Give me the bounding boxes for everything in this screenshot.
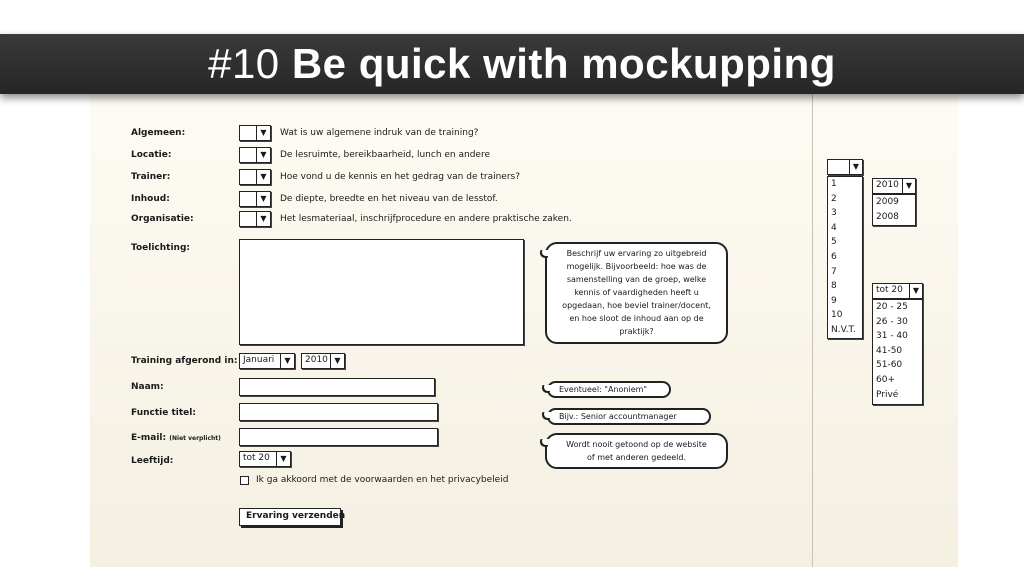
score-option[interactable]: 9 (831, 295, 837, 306)
age-option-list (872, 299, 923, 405)
score-option[interactable]: N.V.T. (831, 324, 856, 335)
chevron-down-icon: ▼ (849, 160, 862, 174)
email-note: (Niet verplicht) (169, 435, 221, 442)
year-dropdown[interactable] (301, 353, 345, 369)
naam-input[interactable] (239, 378, 435, 396)
rating-dropdown[interactable] (239, 211, 271, 227)
score-option[interactable]: 2 (831, 193, 837, 204)
slide-number: #10 (208, 40, 280, 87)
year-option[interactable]: 2009 (876, 197, 899, 207)
age-option[interactable]: 26 - 30 (876, 316, 908, 327)
rating-label: Locatie: (131, 150, 172, 160)
hint-line: Beschrijf uw ervaring zo uitgebreid (566, 249, 707, 258)
akkoord-checkbox[interactable] (240, 476, 249, 485)
year-select-head[interactable] (872, 178, 916, 194)
score-option[interactable]: 1 (831, 179, 837, 189)
leeftijd-label: Leeftijd: (131, 456, 174, 466)
rating-label: Algemeen: (131, 128, 186, 138)
age-option[interactable]: 41-50 (876, 345, 903, 356)
score-option[interactable]: 3 (831, 208, 837, 219)
chevron-down-icon: ▼ (256, 148, 270, 162)
email-input[interactable] (239, 428, 438, 446)
hint-line: mogelijk. Bijvoorbeeld: hoe was de (566, 262, 707, 271)
functie-input[interactable] (239, 403, 438, 421)
rating-description: Hoe vond u de kennis en het gedrag van de trainers? (280, 172, 520, 182)
email-label (131, 433, 221, 443)
rating-description: Het lesmateriaal, inschrijfprocedure en andere praktische zaken. (280, 214, 572, 224)
chevron-down-icon: ▼ (256, 212, 270, 226)
age-select-head[interactable] (872, 283, 923, 299)
score-option[interactable]: 4 (831, 222, 837, 233)
rating-label: Inhoud: (131, 194, 170, 204)
naam-label: Naam: (131, 382, 164, 392)
functie-hint-bubble (547, 408, 711, 425)
rating-label: Organisatie: (131, 214, 194, 224)
chevron-down-icon: ▼ (330, 354, 344, 368)
month-value: Januari (243, 355, 275, 365)
training-afgerond-label: Training afgerond in: (131, 356, 238, 366)
age-select-value: tot 20 (876, 285, 903, 295)
score-option[interactable]: 5 (831, 237, 837, 248)
hint-line: en hoe sloot de inhoud aan op de (569, 314, 704, 323)
year-option[interactable]: 2008 (876, 211, 899, 222)
age-option[interactable]: 60+ (876, 374, 895, 385)
submit-button[interactable]: Ervaring verzenden (239, 508, 341, 526)
year-option-list (872, 194, 916, 226)
title-banner (0, 34, 1024, 94)
functie-label: Functie titel: (131, 408, 196, 418)
rating-description: De diepte, breedte en het niveau van de lesstof. (280, 194, 498, 204)
chevron-down-icon: ▼ (902, 179, 915, 193)
hint-line: opgedaan, hoe beviel trainer/docent, (562, 301, 711, 310)
hint-line: Wordt nooit getoond op de website (566, 440, 707, 449)
toelichting-textarea[interactable] (239, 239, 524, 345)
chevron-down-icon: ▼ (909, 284, 922, 298)
naam-hint: Eventueel: "Anoniem" (559, 385, 648, 394)
score-option[interactable]: 7 (831, 266, 837, 277)
slide-title (208, 40, 836, 88)
rating-description: De lesruimte, bereikbaarheid, lunch en andere (280, 150, 491, 160)
rating-description: Wat is uw algemene indruk van de training? (280, 128, 479, 138)
functie-hint: Bijv.: Senior accountmanager (559, 412, 677, 421)
chevron-down-icon: ▼ (256, 192, 270, 206)
toelichting-label: Toelichting: (131, 243, 190, 253)
score-option[interactable]: 8 (831, 281, 837, 292)
hint-line: kennis of vaardigheden heeft u (574, 288, 699, 297)
age-option[interactable]: 51-60 (876, 360, 903, 371)
hint-line: praktijk? (619, 327, 654, 336)
age-option[interactable]: 31 - 40 (876, 331, 908, 342)
rating-dropdown[interactable] (239, 147, 271, 163)
email-label-text: E-mail: (131, 433, 167, 443)
chevron-down-icon: ▼ (276, 452, 290, 466)
score-dropdown-head[interactable] (827, 159, 863, 175)
naam-hint-bubble (547, 381, 671, 398)
chevron-down-icon: ▼ (256, 126, 270, 140)
email-hint-bubble (545, 433, 728, 469)
rating-dropdown[interactable] (239, 191, 271, 207)
rating-dropdown[interactable] (239, 169, 271, 185)
chevron-down-icon: ▼ (256, 170, 270, 184)
hint-line: of met anderen gedeeld. (586, 453, 687, 462)
chevron-down-icon: ▼ (280, 354, 294, 368)
age-option[interactable]: Privé (876, 389, 899, 400)
month-dropdown[interactable] (239, 353, 295, 369)
toelichting-hint-bubble (545, 242, 728, 344)
leeftijd-dropdown[interactable] (239, 451, 291, 467)
score-option[interactable]: 10 (831, 310, 843, 321)
age-option[interactable]: 20 - 25 (876, 302, 908, 312)
hint-line: samenstelling van de groep, welke (566, 275, 707, 284)
canvas-divider (812, 92, 813, 567)
rating-label: Trainer: (131, 172, 171, 182)
leeftijd-value: tot 20 (243, 453, 270, 463)
rating-dropdown[interactable] (239, 125, 271, 141)
year-select-value: 2010 (876, 180, 899, 190)
year-value: 2010 (305, 355, 328, 365)
slide-title-text: Be quick with mockupping (291, 40, 836, 87)
score-option-list (827, 176, 863, 339)
akkoord-label: Ik ga akkoord met de voorwaarden en het privacybeleid (256, 475, 509, 485)
score-option[interactable]: 6 (831, 251, 837, 262)
